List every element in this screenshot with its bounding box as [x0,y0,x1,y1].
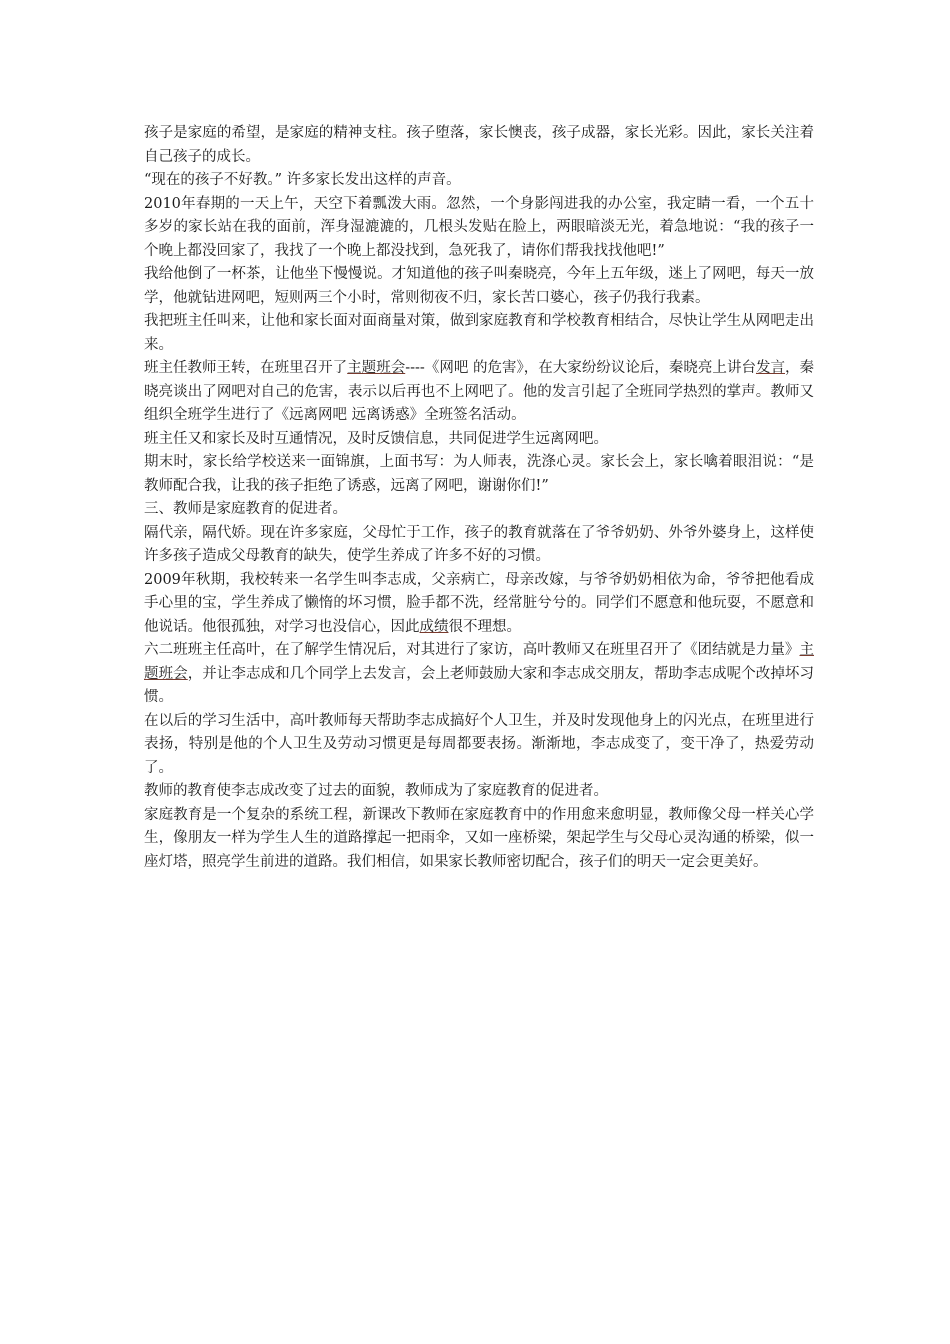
paragraph [144,569,814,640]
paragraph-text: 孩子是家庭的希望，是家庭的精神支柱。孩子堕落，家长懊丧，孩子成器，家长光彩。因此，家长关注着自己孩子的成长。 [144,125,814,165]
paragraph [144,710,814,781]
paragraph [144,451,814,498]
underlined-term[interactable]: 成绩 [419,618,449,635]
paragraph [144,428,814,452]
paragraph [144,122,814,169]
paragraph-text: 2010年春期的一天上午，天空下着瓢泼大雨。忽然，一个身影闯进我的办公室，我定睛一看，一个五十多岁的家长站在我的面前，浑身湿漉漉的，几根头发贴在脸上，两眼暗淡无光，着急地说：“我的孩子一个晚上都没回家了，我找了一个晚上都没找到，急死我了，请你们帮我找找他吧!” [144,195,814,259]
paragraph-text: 我把班主任叫来，让他和家长面对面商量对策，做到家庭教育和学校教育相结合，尽快让学生从网吧走出来。 [144,313,814,353]
paragraph-text: 很不理想。 [448,618,521,635]
paragraph-text: ，秦晓亮谈出了网吧对自己的危害，表示以后再也不上网吧了。他的发言引起了全班同学热烈的掌声。教师又组织全班学生进行了《远离网吧 远离诱惑》全班签名活动。 [144,360,815,423]
document-body [144,122,814,874]
underlined-term[interactable]: 主题班会 [347,360,406,376]
paragraph [144,498,814,522]
paragraph [144,357,814,428]
paragraph [144,804,814,875]
paragraph [144,263,814,310]
paragraph [144,522,814,569]
paragraph [144,169,814,193]
paragraph-text: ----《网吧 的危害》，在大家纷纷议论后，秦晓亮上讲台 [405,360,756,376]
paragraph-text: 期末时，家长给学校送来一面锦旗，上面书写：为人师表，洗涤心灵。家长会上，家长噙着眼泪说：“是教师配合我，让我的孩子拒绝了诱惑，远离了网吧，谢谢你们!” [144,454,814,494]
underlined-term[interactable]: 主题班会 [144,642,814,682]
paragraph-text: 教师的教育使李志成改变了过去的面貌，教师成为了家庭教育的促进者。 [144,783,608,799]
paragraph-text: 班主任又和家长及时互通情况，及时反馈信息，共同促进学生远离网吧。 [144,430,608,447]
underlined-term[interactable]: 发言 [755,360,785,376]
paragraph-text: 隔代亲，隔代娇。现在许多家庭，父母忙于工作，孩子的教育就落在了爷爷奶奶、外爷外婆身上，这样使许多孩子造成父母教育的缺失，使学生养成了许多不好的习惯。 [144,524,814,564]
paragraph-text: 2009年秋期，我校转来一名学生叫李志成，父亲病亡，母亲改嫁，与爷爷奶奶相依为命，爷爷把他看成手心里的宝，学生养成了懒惰的坏习惯，脸手都不洗，经常脏兮兮的。同学们不愿意和他玩耍，不愿意和他说话。他很孤独，对学习也没信心，因此 [144,571,814,635]
paragraph-text: ，并让李志成和几个同学上去发言，会上老师鼓励大家和李志成交朋友，帮助李志成呢个改掉坏习惯。 [144,665,814,705]
paragraph [144,310,814,357]
paragraph-text: 三、教师是家庭教育的促进者。 [144,501,347,517]
paragraph-text: 六二班班主任高叶，在了解学生情况后，对其进行了家访，高叶教师又在班里召开了《团结就是力量》 [144,642,800,658]
paragraph-text: 班主任教师王转，在班里召开了 [144,360,348,376]
paragraph-text: “现在的孩子不好教。” 许多家长发出这样的声音。 [144,172,461,188]
paragraph [144,639,814,710]
paragraph [144,193,814,264]
paragraph-text: 我给他倒了一杯茶，让他坐下慢慢说。才知道他的孩子叫秦晓亮，今年上五年级，迷上了网吧，每天一放学，他就钻进网吧，短则两三个小时，常则彻夜不归，家长苦口婆心，孩子仍我行我素。 [144,266,814,306]
paragraph-text: 在以后的学习生活中，高叶教师每天帮助李志成搞好个人卫生，并及时发现他身上的闪光点，在班里进行表扬，特别是他的个人卫生及劳动习惯更是每周都要表扬。渐渐地，李志成变了，变干净了，热爱劳动了。 [144,712,814,776]
paragraph [144,780,814,804]
paragraph-text: 家庭教育是一个复杂的系统工程，新课改下教师在家庭教育中的作用愈来愈明显，教师像父母一样关心学生，像朋友一样为学生人生的道路撑起一把雨伞，又如一座桥梁，架起学生与父母心灵沟通的桥梁，似一座灯塔，照亮学生前进的道路。我们相信，如果家长教师密切配合，孩子们的明天一定会更美好。 [144,806,814,870]
